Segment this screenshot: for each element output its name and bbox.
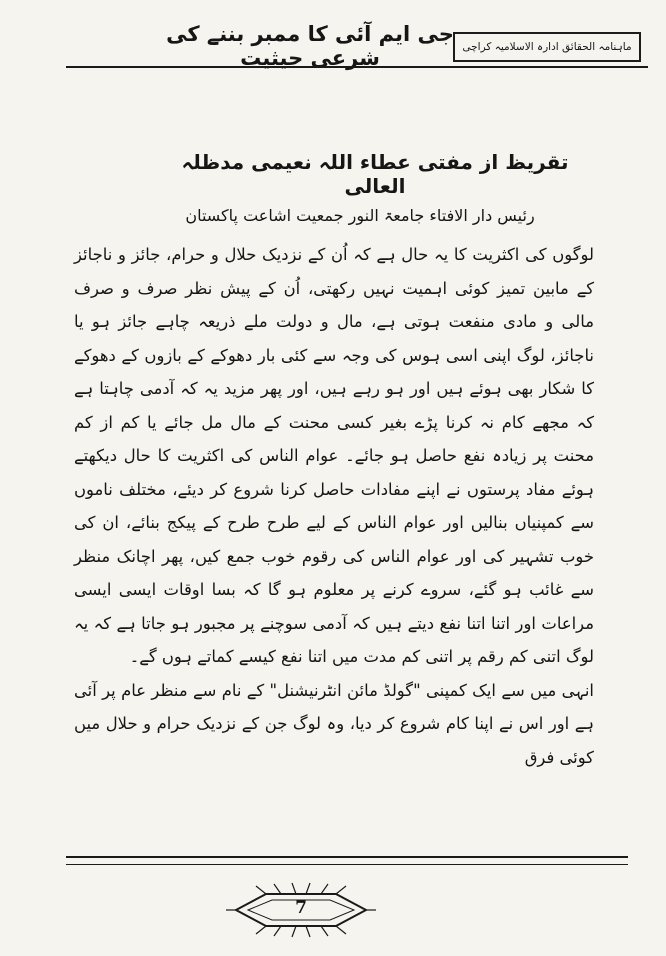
paragraph: لوگوں کی اکثریت کا یہ حال ہے کہ اُن کے نزدیک حلال و حرام، جائز و ناجائز کے مابین تمیز کوئی اہمیت نہیں رکھتی، اُن کے پیش نظر صرف و صرف مالی و مادی منفعت ہوتی ہے، مال و دولت ملے ذریعہ چاہے جائز ہو یا ناجائز، لوگ اپنی اسی ہوس کی وجہ سے کئی بار دھوکے کے بازوں کے دھوکے کا شکار بھی ہوئے ہیں اور ہو رہے ہیں، اور پھر مزید یہ کہ آدمی چاہتا ہے کہ مجھے کام نہ کرنا پڑے بغیر کسی محنت کے مال مل جائے یا کم از کم محنت پر زیادہ نفع حاصل ہو جائے۔ عوام الناس کی اکثریت کا حال دیکھتے ہوئے مفاد پرستوں نے اپنے مفادات حاصل کرنا شروع کر دیئے، مختلف ناموں سے کمپنیاں بنالیں اور عوام الناس کے لیے طرح طرح کے پیکج بنائے، ان کی خوب تشہیر کی اور عوام الناس کی رقوم خوب جمع کیں، پھر اچانک منظر سے غائب ہو گئے، سروے کرنے پر معلوم ہو گا کہ بسا اوقات ایسی ایسی مراعات اور اتنا اتنا نفع دیتے ہیں کہ آدمی سوچنے پر مجبور ہو جاتا ہے کہ یہ لوگ اتنی کم رقم پر اتنی کم مدت میں اتنا نفع کیسے کماتے ہوں گے۔: [74, 245, 594, 666]
running-header-title: جی ایم آئی کا ممبر بننے کی شرعی حیثیت: [166, 22, 454, 70]
paragraph: انہی میں سے ایک کمپنی "گولڈ مائن انٹرنیشنل" کے نام سے منظر عام پر آئی ہے اور اس نے اپنا کام شروع کر دیا، وہ لوگ جن کے نزدیک حرام و حلال میں کوئی فرق: [74, 680, 594, 767]
section-heading: تقریظ از مفتی عطاء اللہ نعیمی مدظلہ العالی: [181, 150, 569, 198]
header-rule: [66, 66, 648, 68]
footer-rule-thin: [66, 864, 628, 865]
running-header-series-box: ماہنامہ الحقائق ادارہ الاسلامیہ کراچی: [453, 32, 641, 62]
body-text: [74, 238, 594, 774]
page-number: 7: [295, 898, 307, 918]
footer-rule-thick: [66, 856, 628, 858]
author-affiliation: رئیس دار الافتاء جامعۃ النور جمعیت اشاعت پاکستان: [185, 206, 535, 225]
